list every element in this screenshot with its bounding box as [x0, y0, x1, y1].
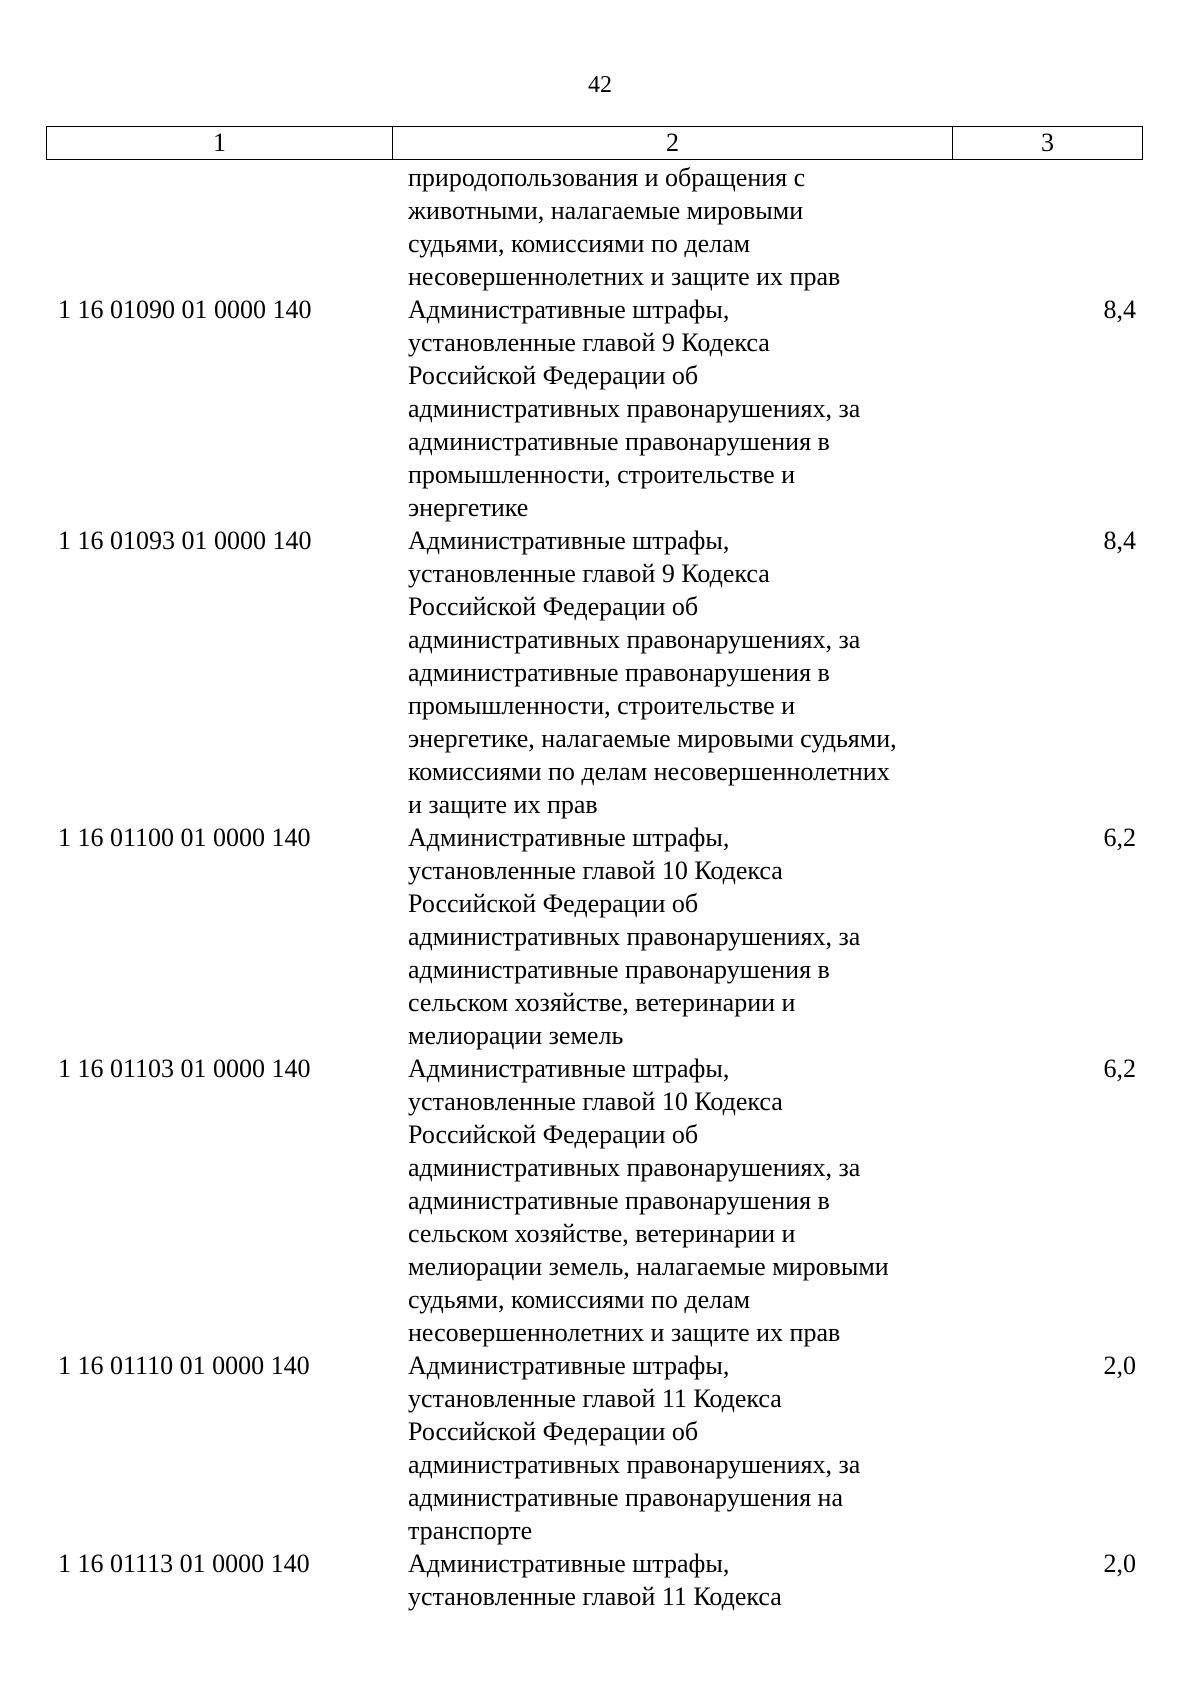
row-name: Административные штрафы, установленные главой 10 Кодекса Российской Федерации об административных правонарушениях, за административные правонарушения в сельском хозяйстве, ветеринарии и мелиорации земель, налагаемые мировыми судьями, комиссиями по делам несовершеннолетних и защите их прав — [408, 1054, 889, 1347]
row-code — [46, 161, 392, 293]
row-code: 1 16 01110 01 0000 140 — [58, 1351, 310, 1380]
row-name: Административные штрафы, установленные главой 11 Кодекса Российской Федерации об административных правонарушениях, за административные правонарушения на транспорте — [408, 1351, 861, 1545]
row-value: 8,4 — [1103, 526, 1136, 555]
row-value: 6,2 — [1103, 1054, 1136, 1083]
row-code: 1 16 01113 01 0000 140 — [58, 1549, 310, 1578]
row-name: Административные штрафы, установленные главой 11 Кодекса — [408, 1549, 782, 1611]
table-body — [46, 161, 1142, 1613]
row-name: Административные штрафы, установленные главой 9 Кодекса Российской Федерации об административных правонарушениях, за административные правонарушения в промышленности, строительстве и энергетике — [408, 295, 861, 522]
column-header-1: 1 — [47, 127, 393, 160]
row-code: 1 16 01090 01 0000 140 — [58, 295, 312, 324]
table-header — [46, 126, 1143, 160]
table-row — [46, 293, 1142, 524]
row-name: Административные штрафы, установленные главой 9 Кодекса Российской Федерации об административных правонарушениях, за административные правонарушения в промышленности, строительстве и энергетике, налагаемые мировыми судьями, комиссиями по делам несовершеннолетних и защите их прав — [408, 526, 897, 819]
table-row — [46, 821, 1142, 1052]
table-row — [46, 1052, 1142, 1349]
table-row — [46, 524, 1142, 821]
row-name: Административные штрафы, установленные главой 10 Кодекса Российской Федерации об административных правонарушениях, за административные правонарушения в сельском хозяйстве, ветеринарии и мелиорации земель — [408, 823, 861, 1050]
row-value: 2,0 — [1103, 1351, 1136, 1380]
table-row — [46, 1547, 1142, 1613]
row-value — [952, 161, 1142, 293]
column-header-3: 3 — [953, 127, 1143, 160]
row-value: 2,0 — [1103, 1549, 1136, 1578]
row-name: природопользования и обращения с животными, налагаемые мировыми судьями, комиссиями по делам несовершеннолетних и защите их прав — [408, 163, 841, 291]
row-code: 1 16 01103 01 0000 140 — [58, 1054, 311, 1083]
row-code: 1 16 01100 01 0000 140 — [58, 823, 311, 852]
table-row — [46, 1349, 1142, 1547]
row-value: 8,4 — [1103, 295, 1136, 324]
page-number: 42 — [588, 72, 612, 98]
row-code: 1 16 01093 01 0000 140 — [58, 526, 312, 555]
row-value: 6,2 — [1103, 823, 1136, 852]
table-row — [46, 161, 1142, 293]
column-header-2: 2 — [393, 127, 953, 160]
